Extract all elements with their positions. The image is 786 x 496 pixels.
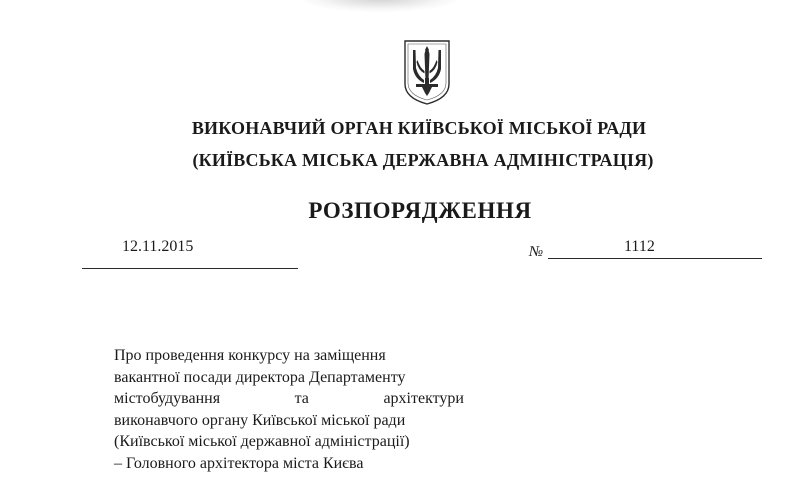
document-date: 12.11.2015 bbox=[122, 238, 194, 255]
subject-line: – Головного архітектора міста Києва bbox=[114, 454, 364, 472]
trident-coat-of-arms-icon bbox=[402, 38, 452, 106]
number-field bbox=[548, 238, 762, 259]
date-field bbox=[82, 238, 298, 269]
subject-line: Про проведення конкурсу на заміщення bbox=[114, 347, 386, 364]
document-number: 1112 bbox=[624, 238, 655, 255]
subject-line: виконавчого органу Київської міської ради bbox=[114, 411, 406, 429]
number-sign: № bbox=[529, 244, 544, 260]
authority-subname: (КИЇВСЬКА МІСЬКА ДЕРЖАВНА АДМІНІСТРАЦІЯ) bbox=[192, 150, 654, 170]
subject-line: вакантної посади директора Департаменту bbox=[114, 368, 406, 386]
scan-shadow bbox=[300, 0, 460, 12]
subject-line: (Київської міської державної адміністрації) bbox=[114, 433, 410, 450]
authority-name: ВИКОНАВЧИЙ ОРГАН КИЇВСЬКОЇ МІСЬКОЇ РАДИ bbox=[191, 118, 647, 138]
subject-line: містобудування та архітектури bbox=[114, 390, 464, 407]
document-title: РОЗПОРЯДЖЕННЯ bbox=[308, 198, 532, 223]
document-subject bbox=[114, 345, 464, 474]
